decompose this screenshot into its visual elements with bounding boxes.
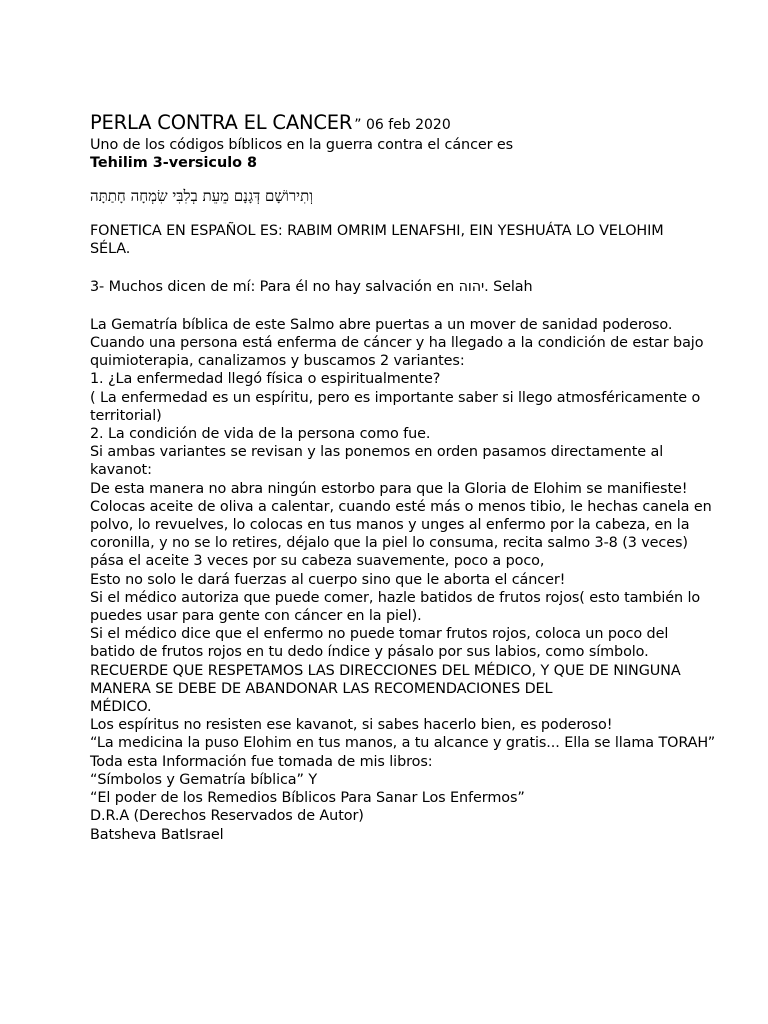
title-text: PERLA CONTRA EL CANCER	[90, 111, 353, 134]
body-line: pása el aceite 3 veces por su cabeza suavemente, poco a poco,	[90, 553, 545, 570]
body-line: D.R.A (Derechos Reservados de Autor)	[90, 808, 364, 825]
body-line: quimioterapia, canalizamos y buscamos 2 variantes:	[90, 353, 465, 370]
phonetic-block	[90, 222, 760, 258]
body-line: Colocas aceite de oliva a calentar, cuando esté más o menos tibio, le hechas canela en	[90, 498, 712, 515]
body-line: De esta manera no abra ningún estorbo para que la Gloria de Elohim se manifieste!	[90, 480, 688, 497]
body-line: 2. La condición de vida de la persona como fue.	[90, 426, 431, 443]
body-line: Si ambas variantes se revisan y las ponemos en orden pasamos directamente al	[90, 444, 664, 461]
body-line: MÉDICO.	[90, 699, 152, 716]
document-title	[90, 112, 760, 136]
body-line: MANERA SE DEBE DE ABANDONAR LAS RECOMENDACIONES DEL	[90, 680, 553, 697]
body-line: ( La enfermedad es un espíritu, pero es importante saber si llego atmosféricamente o	[90, 389, 701, 406]
body-line: polvo, lo revuelves, lo colocas en tus manos y unges al enfermo por la cabeza, en la	[90, 517, 690, 534]
body-text	[90, 316, 760, 844]
body-line: “El poder de los Remedios Bíblicos Para Sanar Los Enfermos”	[90, 790, 525, 807]
body-line: “La medicina la puso Elohim en tus manos, a tu alcance y gratis... Ella se llama TORAH”	[90, 735, 716, 752]
body-line: territorial)	[90, 407, 162, 424]
intro-line: Uno de los códigos bíblicos en la guerra contra el cáncer es	[90, 137, 514, 153]
body-line: Toda esta Información fue tomada de mis libros:	[90, 753, 433, 770]
document-page	[90, 112, 760, 844]
body-line: Los espíritus no resisten ese kavanot, si sabes hacerlo bien, es poderoso!	[90, 717, 613, 734]
body-line: RECUERDE QUE RESPETAMOS LAS DIRECCIONES DEL MÉDICO, Y QUE DE NINGUNA	[90, 662, 681, 679]
body-line: Si el médico dice que el enfermo no puede tomar frutos rojos, coloca un poco del	[90, 626, 669, 643]
phonetic-line: FONETICA EN ESPAÑOL ES: RABIM OMRIM LENAFSHI, EIN YESHUÁTA LO VELOHIM	[90, 223, 664, 240]
body-line: Cuando una persona está enferma de cáncer y ha llegado a la condición de estar bajo	[90, 335, 704, 352]
body-line: “Símbolos y Gematría bíblica” Y	[90, 771, 318, 788]
body-line: puedes usar para gente con cáncer en la piel).	[90, 608, 422, 625]
body-line: Esto no solo le dará fuerzas al cuerpo sino que le aborta el cáncer!	[90, 571, 566, 588]
body-line: batido de frutos rojos en tu dedo índice y pásalo por sus labios, como símbolo.	[90, 644, 649, 661]
title-date: ” 06 feb 2020	[354, 117, 451, 133]
body-line: La Gematría bíblica de este Salmo abre puertas a un mover de sanidad poderoso.	[90, 316, 673, 333]
body-line: Si el médico autoriza que puede comer, hazle batidos de frutos rojos( esto también lo	[90, 589, 701, 606]
verse-reference: Tehilim 3-versiculo 8	[90, 155, 258, 172]
hebrew-verse: וְתִירוֹשָׁם דְּגָנָם מֵעֵת בְלִבִּי שִׂמְחָה חָתַתָּה	[90, 187, 314, 206]
body-line: coronilla, y no se lo retires, déjalo que la piel lo consuma, recita salmo 3-8 (3 veces)	[90, 535, 688, 552]
body-line: kavanot:	[90, 462, 152, 479]
phonetic-line: SÉLA.	[90, 241, 131, 258]
verse-translation: 3- Muchos dicen de mí: Para él no hay salvación en יהוה. Selah	[90, 278, 533, 295]
body-line: 1. ¿La enfermedad llegó física o espiritualmente?	[90, 371, 441, 388]
body-line: Batsheva BatIsrael	[90, 826, 224, 843]
